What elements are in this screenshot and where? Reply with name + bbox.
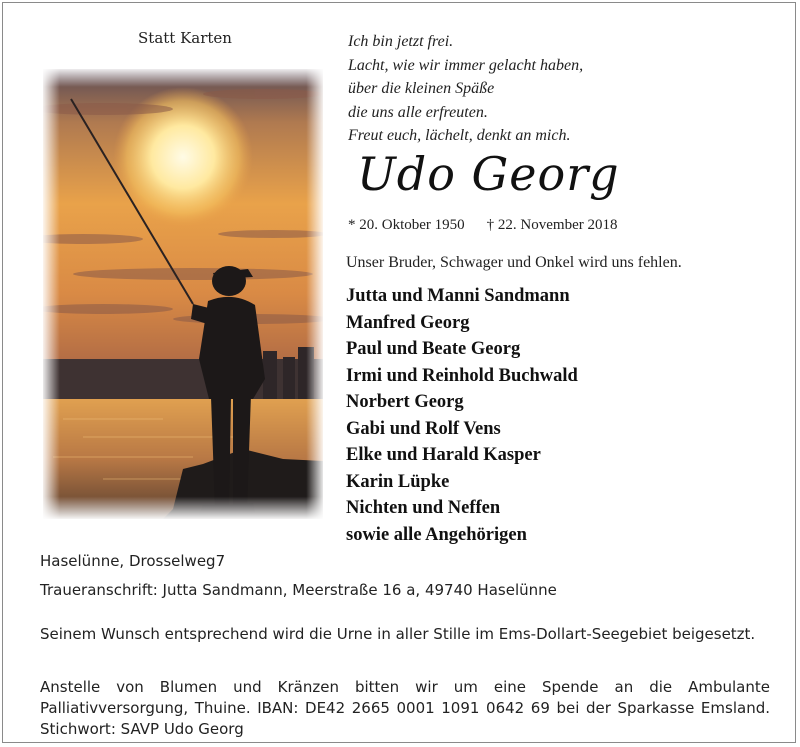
mourner-entry: Elke und Harald Kasper	[346, 445, 541, 465]
poem-line: Freut euch, lächelt, denkt an mich.	[348, 127, 571, 144]
mourner-entry: Nichten und Neffen	[346, 498, 501, 518]
mourner-entry: Karin Lüpke	[346, 471, 450, 492]
mourning-intro: Unser Bruder, Schwager und Onkel wird uns fehlen.	[346, 254, 682, 271]
life-dates	[348, 217, 617, 234]
deceased-name: Udo Georg	[357, 147, 620, 201]
mourner-entry: Jutta und Manni Sandmann	[346, 286, 570, 306]
mourners-list	[346, 283, 578, 548]
donation-notice: Anstelle von Blumen und Kränzen bitten wir um eine Spende an die Ambulante Palliativversorgung, Thuine. IBAN: DE42 2665 0001 1091 0642 69 bei der Sparkasse Emsland. Stichwort: SAVP Udo Georg	[40, 678, 770, 738]
mourner-entry: Irmi und Reinhold Buchwald	[346, 365, 578, 386]
trauer-address: Traueranschrift: Jutta Sandmann, Meerstraße 16 a, 49740 Haselünne	[40, 581, 557, 599]
mourner-entry: sowie alle Angehörigen	[346, 524, 527, 545]
mourner-entry: Gabi und Rolf Vens	[346, 418, 501, 439]
poem-line: Lacht, wie wir immer gelacht haben,	[348, 56, 584, 74]
birth-date: * 20. Oktober 1950	[348, 217, 465, 233]
urne-notice: Seinem Wunsch entsprechend wird die Urne in aller Stille im Ems-Dollart-Seegebiet beigesetzt.	[40, 625, 756, 643]
poem-line: Ich bin jetzt frei.	[348, 33, 454, 50]
location-line: Haselünne, Drosselweg7	[40, 552, 226, 570]
poem	[348, 30, 583, 148]
obituary-notice	[2, 2, 796, 743]
statt-karten-label: Statt Karten	[138, 29, 232, 47]
mourner-entry: Paul und Beate Georg	[346, 339, 521, 359]
poem-line: über die kleinen Späße	[348, 80, 495, 97]
sunset-fishing-photo	[43, 69, 323, 519]
poem-line: die uns alle erfreuten.	[348, 103, 488, 121]
mourner-entry: Manfred Georg	[346, 312, 470, 333]
death-date: † 22. November 2018	[486, 217, 618, 233]
mourner-entry: Norbert Georg	[346, 392, 464, 412]
